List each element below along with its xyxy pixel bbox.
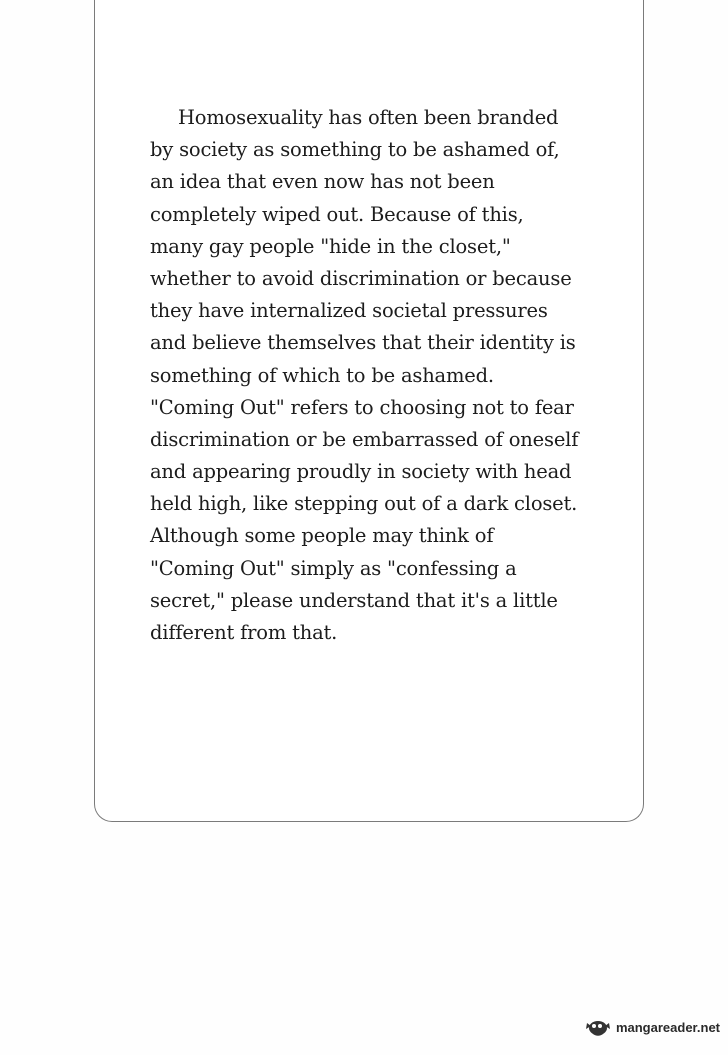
- text-line: Homosexuality has often been branded: [178, 106, 559, 129]
- text-line: held high, like stepping out of a dark closet.: [150, 492, 578, 516]
- watermark-text: mangareader.net: [615, 1019, 720, 1035]
- manga-mascot-icon: [583, 1017, 613, 1037]
- watermark-link[interactable]: [583, 1017, 720, 1037]
- text-line: they have internalized societal pressures: [150, 299, 548, 323]
- text-line: secret," please understand that it's a little: [150, 588, 558, 612]
- text-line: and appearing proudly in society with head: [150, 460, 572, 484]
- text-line: different from that.: [150, 621, 338, 644]
- text-line: "Coming Out" simply as "confessing a: [150, 556, 517, 580]
- text-line: and believe themselves that their identity is: [150, 331, 576, 355]
- text-line: Although some people may think of: [150, 524, 494, 548]
- text-line: something of which to be ashamed.: [150, 363, 494, 387]
- text-line: by society as something to be ashamed of,: [150, 138, 560, 162]
- text-line: discrimination or be embarrassed of oneself: [150, 427, 579, 451]
- text-line: whether to avoid discrimination or because: [150, 266, 572, 290]
- text-line: an idea that even now has not been: [150, 170, 495, 194]
- text-passage: [150, 102, 620, 649]
- text-line: "Coming Out" refers to choosing not to fear: [150, 395, 574, 419]
- text-line: completely wiped out. Because of this,: [150, 202, 524, 226]
- text-line: many gay people "hide in the closet,": [150, 234, 511, 258]
